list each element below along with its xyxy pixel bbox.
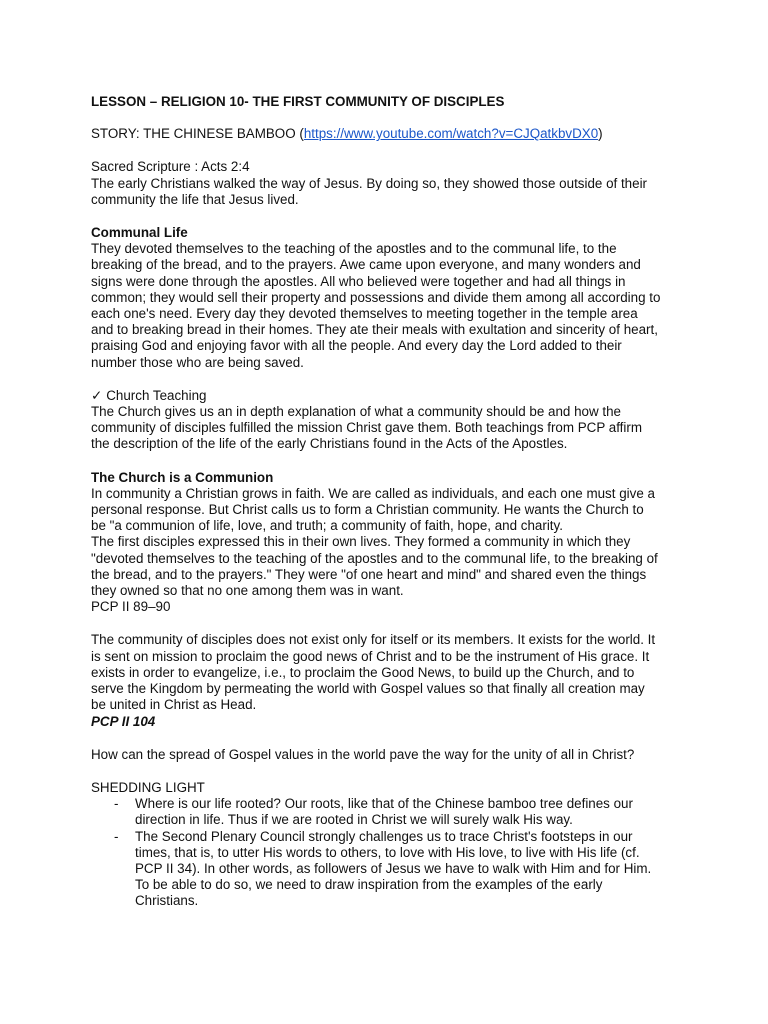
dash-bullet: -: [114, 796, 119, 812]
communion-line: personal response. But Christ calls us to form a Christian community. He wants the Church to: [91, 502, 644, 518]
communion-line: In community a Christian grows in faith. We are called as individuals, and each one must give a: [91, 485, 655, 501]
document-page: [91, 94, 691, 910]
checkmark-icon: ✓: [91, 387, 103, 403]
mission-line: is sent on mission to proclaim the good news of Christ and to be the instrument of His grace. It: [91, 648, 650, 664]
church-teaching-label: Church Teaching: [106, 387, 207, 403]
story-prefix: STORY: THE CHINESE BAMBOO (: [91, 126, 304, 142]
shedding-light-heading: SHEDDING LIGHT: [91, 779, 205, 795]
list-item: [91, 829, 691, 910]
list-item: [91, 796, 691, 828]
communal-life-line: number those who are being saved.: [91, 354, 304, 370]
communal-life-heading: Communal Life: [91, 225, 188, 241]
communal-life-line: each one's need. Every day they devoted themselves to meeting together in the temple area: [91, 306, 638, 322]
communal-life-line: signs were done through the apostles. All who believed were together and had all things in: [91, 273, 626, 289]
communal-life-line: breaking of the bread, and to the prayers. Awe came upon everyone, and many wonders and: [91, 257, 641, 273]
list-item-line: direction in life. Thus if we are rooted in Christ we will surely walk His way.: [135, 812, 573, 828]
church-teaching-line: The Church gives us an in depth explanation of what a community should be and how the: [91, 404, 622, 420]
list-item-line: The Second Plenary Council strongly challenges us to trace Christ's footsteps in our: [135, 828, 633, 844]
communal-life-line: praising God and enjoying favor with all the people. And every day the Lord added to their: [91, 338, 622, 354]
list-item-line: To be able to do so, we need to draw inspiration from the examples of the early: [135, 877, 603, 893]
communal-life-line: common; they would sell their property and possessions and divide them among all according to: [91, 289, 661, 305]
communal-life-line: and to breaking bread in their homes. They ate their meals with exultation and sincerity of heart,: [91, 322, 658, 338]
list-item-line: Christians.: [135, 893, 199, 909]
communion-reference: PCP II 89–90: [91, 599, 171, 615]
communion-heading: The Church is a Communion: [91, 469, 274, 485]
mission-line: The community of disciples does not exist only for itself or its members. It exists for the world. It: [91, 632, 656, 648]
dash-bullet: -: [114, 828, 119, 844]
reflection-question: How can the spread of Gospel values in the world pave the way for the unity of all in Christ?: [91, 746, 635, 762]
communal-life-line: They devoted themselves to the teaching of the apostles and to the communal life, to the: [91, 241, 617, 257]
communion-line: "devoted themselves to the teaching of the apostles and to the communal life, to the breaking of: [91, 550, 658, 566]
church-teaching-heading: [91, 388, 691, 404]
mission-line: be united in Christ as Head.: [91, 697, 257, 713]
scripture-reference: Sacred Scripture : Acts 2:4: [91, 159, 250, 175]
list-item-line: Where is our life rooted? Our roots, like that of the Chinese bamboo tree defines our: [135, 796, 633, 812]
church-teaching-line: the description of the life of the early Christians found in the Acts of the Apostles.: [91, 436, 568, 452]
communion-line: be "a communion of life, love, and truth; a community of faith, hope, and charity.: [91, 518, 563, 534]
communion-line: The first disciples expressed this in their own lives. They formed a community in which they: [91, 534, 631, 550]
scripture-text-line: community the life that Jesus lived.: [91, 191, 299, 207]
list-item-line: PCP II 34). In other words, as followers of Jesus we have to walk with Him and for Him.: [135, 860, 652, 876]
list-item-line: times, that is, to utter His words to others, to love with His love, to live with His life (cf.: [135, 844, 640, 860]
story-video-link[interactable]: https://www.youtube.com/watch?v=CJQatkbvDX0: [303, 126, 599, 142]
mission-reference: PCP II 104: [91, 713, 156, 729]
church-teaching-line: community of disciples fulfilled the mission Christ gave them. Both teachings from PCP affirm: [91, 420, 642, 436]
lesson-title: LESSON – RELIGION 10- THE FIRST COMMUNITY OF DISCIPLES: [91, 94, 505, 109]
shedding-light-list: [91, 796, 691, 909]
story-line: [91, 126, 691, 142]
communion-line: they owned so that no one among them was in want.: [91, 583, 404, 599]
story-suffix: ): [598, 126, 603, 142]
mission-line: exists in order to evangelize, i.e., to proclaim the Good News, to build up the Church, and to: [91, 664, 635, 680]
scripture-text-line: The early Christians walked the way of Jesus. By doing so, they showed those outside of their: [91, 175, 648, 191]
mission-line: serve the Kingdom by permeating the world with Gospel values so that finally all creation may: [91, 681, 645, 697]
communion-line: the bread, and to the prayers." They were "of one heart and mind" and shared even the things: [91, 566, 647, 582]
